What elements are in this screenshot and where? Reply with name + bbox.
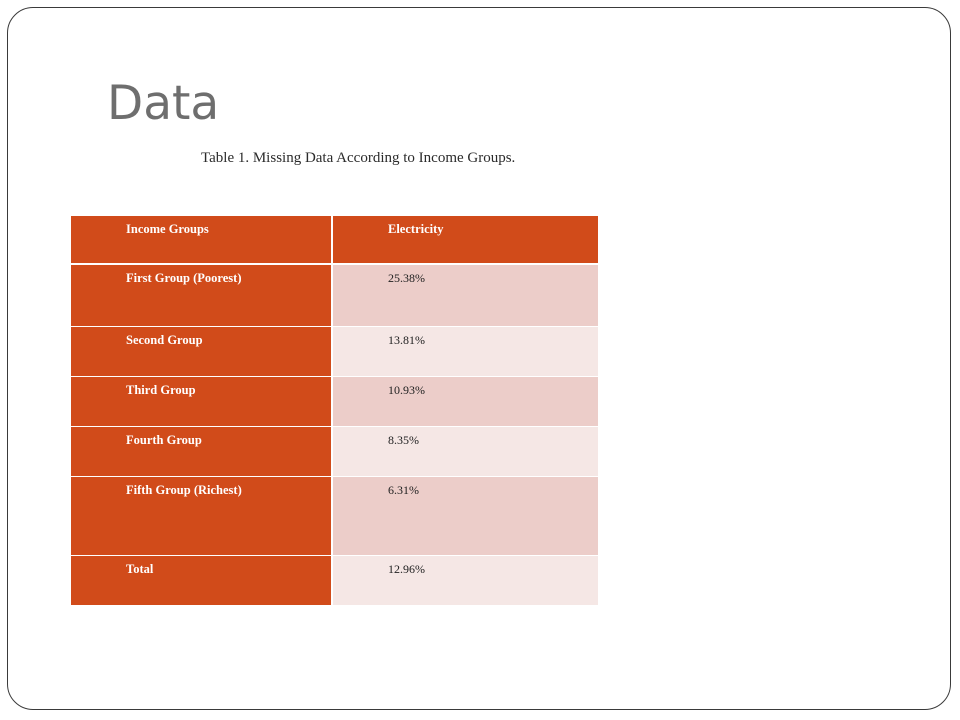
header-electricity: Electricity: [333, 216, 598, 265]
income-groups-table: [71, 216, 598, 605]
row-group-label: Fourth Group: [71, 427, 333, 477]
row-group-label: Total: [71, 556, 333, 605]
table-row: [71, 427, 598, 477]
row-electricity-value: 8.35%: [333, 427, 598, 477]
row-electricity-value: 10.93%: [333, 377, 598, 427]
table-row: [71, 377, 598, 427]
table-caption: Table 1. Missing Data According to Income Groups.: [201, 150, 516, 166]
row-group-label: Third Group: [71, 377, 333, 427]
row-group-label: Fifth Group (Richest): [71, 477, 333, 556]
slide-title: Data: [107, 76, 220, 131]
table-row: [71, 556, 598, 605]
table-header-row: [71, 216, 598, 265]
table-row: [71, 477, 598, 556]
header-income-groups: Income Groups: [71, 216, 333, 265]
row-electricity-value: 6.31%: [333, 477, 598, 556]
row-electricity-value: 13.81%: [333, 327, 598, 377]
row-electricity-value: 25.38%: [333, 265, 598, 327]
table-row: [71, 327, 598, 377]
row-group-label: First Group (Poorest): [71, 265, 333, 327]
row-electricity-value: 12.96%: [333, 556, 598, 605]
table-row: [71, 265, 598, 327]
row-group-label: Second Group: [71, 327, 333, 377]
